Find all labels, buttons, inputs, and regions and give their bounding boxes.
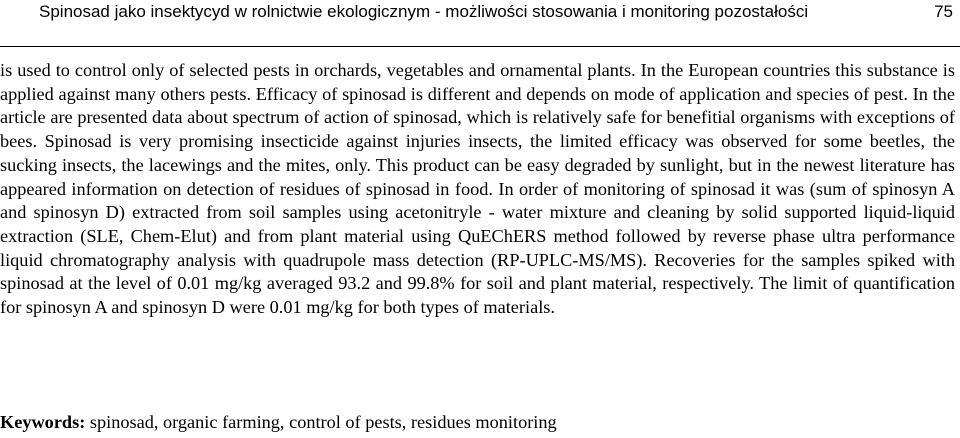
keywords-line <box>0 411 955 435</box>
keywords-label: Keywords: <box>0 412 86 432</box>
running-header-title: Spinosad jako insektycyd w rolnictwie ekologicznym - możliwości stosowania i monitoring pozostałości <box>39 2 809 21</box>
abstract-text: is used to control only of selected pests in orchards, vegetables and ornamental plants. In the European countries this substance is applied against many others pests. Efficacy of spinosad is different and depends on mode of application and species of pest. In the article are presented data about spectrum of action of spinosad, which is relatively safe for benefitial organisms with exceptions of bees. Spinosad is very promising insecticide against injuries insects, the limited efficacy was observed for some beetles, the sucking insects, the lacewings and the mites, only. This product can be easy degraded by sunlight, but in the newest literature has appeared information on detection of residues of spinosad in food. In order of monitoring of spinosad it was (sum of spinosyn A and spinosyn D) extracted from soil samples using acetonitryle - water mixture and cleaning by solid supported liquid-liquid extraction (SLE, Chem-Elut) and from plant material using QuEChERS method followed by reverse phase ultra performance liquid chromatography analysis with quadrupole mass detection (RP-UPLC-MS/MS). Recoveries for the samples spiked with spinosad at the level of 0.01 mg/kg averaged 93.2 and 99.8% for soil and plant material, respectively. The limit of quantification for spinosyn A and spinosyn D were 0.01 mg/kg for both types of materials. <box>0 60 955 318</box>
keywords-list: spinosad, organic farming, control of pests, residues monitoring <box>85 412 557 432</box>
page-number: 75 <box>934 2 953 21</box>
running-header <box>0 0 960 47</box>
